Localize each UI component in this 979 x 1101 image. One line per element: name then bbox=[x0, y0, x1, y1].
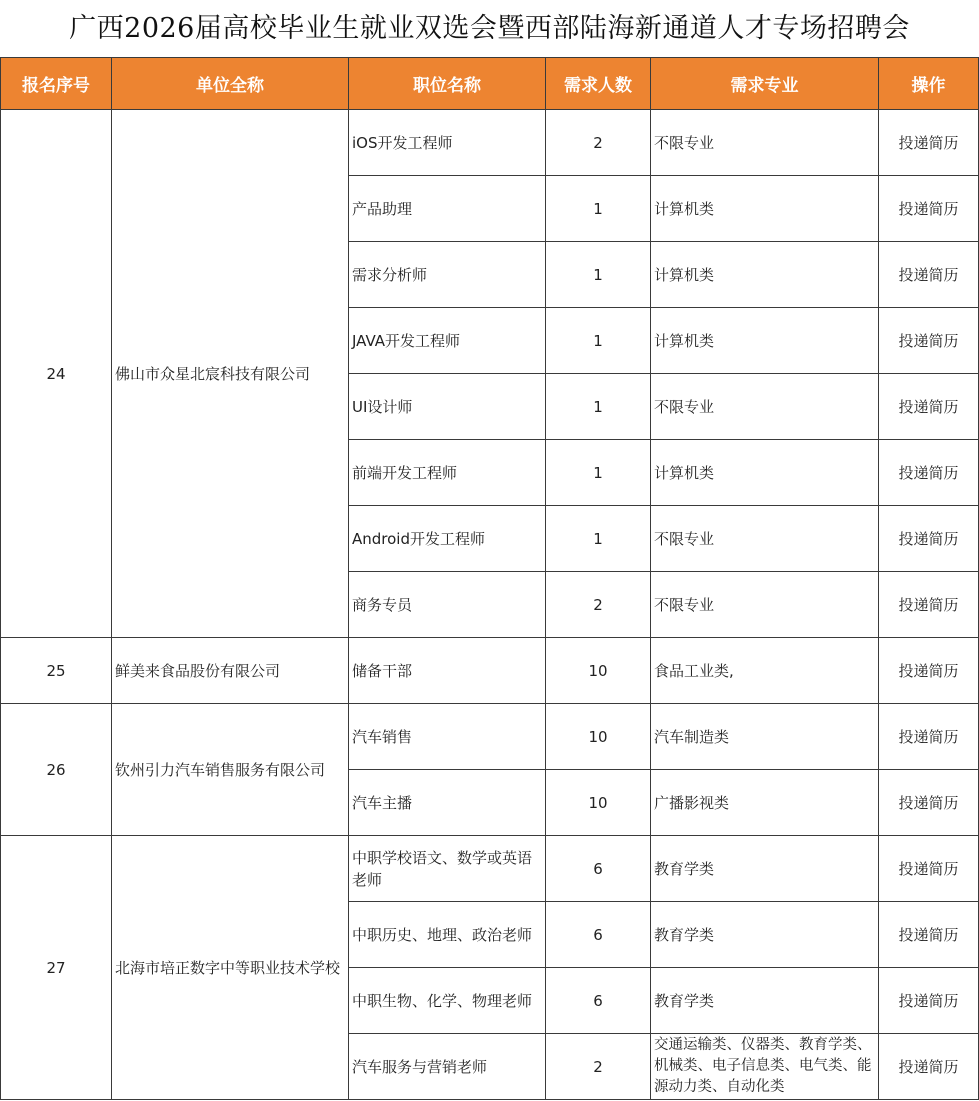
submit-resume-button[interactable]: 投递简历 bbox=[879, 308, 979, 374]
major-cell: 广播影视类 bbox=[651, 770, 879, 836]
company-cell: 佛山市众星北宸科技有限公司 bbox=[112, 110, 349, 638]
position-cell: 需求分析师 bbox=[349, 242, 546, 308]
company-cell: 北海市培正数字中等职业技术学校 bbox=[112, 836, 349, 1100]
position-cell: JAVA开发工程师 bbox=[349, 308, 546, 374]
count-cell: 10 bbox=[546, 704, 651, 770]
major-cell: 教育学类 bbox=[651, 836, 879, 902]
count-cell: 1 bbox=[546, 308, 651, 374]
major-cell: 交通运输类、仪器类、教育学类、机械类、电子信息类、电气类、能源动力类、自动化类 bbox=[651, 1034, 879, 1100]
count-cell: 1 bbox=[546, 242, 651, 308]
count-cell: 1 bbox=[546, 374, 651, 440]
table-header-row bbox=[1, 58, 979, 110]
header-action: 操作 bbox=[879, 58, 979, 110]
table-row bbox=[1, 110, 979, 176]
submit-resume-button[interactable]: 投递简历 bbox=[879, 242, 979, 308]
position-cell: 中职历史、地理、政治老师 bbox=[349, 902, 546, 968]
major-cell: 教育学类 bbox=[651, 902, 879, 968]
submit-resume-button[interactable]: 投递简历 bbox=[879, 1034, 979, 1100]
seq-cell: 26 bbox=[1, 704, 112, 836]
position-cell: 汽车销售 bbox=[349, 704, 546, 770]
position-cell: Android开发工程师 bbox=[349, 506, 546, 572]
company-cell: 钦州引力汽车销售服务有限公司 bbox=[112, 704, 349, 836]
position-cell: 中职生物、化学、物理老师 bbox=[349, 968, 546, 1034]
submit-resume-button[interactable]: 投递简历 bbox=[879, 110, 979, 176]
position-cell: UI设计师 bbox=[349, 374, 546, 440]
count-cell: 6 bbox=[546, 836, 651, 902]
seq-cell: 27 bbox=[1, 836, 112, 1100]
position-cell: 前端开发工程师 bbox=[349, 440, 546, 506]
position-cell: 储备干部 bbox=[349, 638, 546, 704]
submit-resume-button[interactable]: 投递简历 bbox=[879, 176, 979, 242]
header-position: 职位名称 bbox=[349, 58, 546, 110]
major-cell: 计算机类 bbox=[651, 242, 879, 308]
count-cell: 2 bbox=[546, 1034, 651, 1100]
header-seq: 报名序号 bbox=[1, 58, 112, 110]
major-cell: 食品工业类, bbox=[651, 638, 879, 704]
count-cell: 2 bbox=[546, 572, 651, 638]
header-count: 需求人数 bbox=[546, 58, 651, 110]
major-cell: 不限专业 bbox=[651, 374, 879, 440]
submit-resume-button[interactable]: 投递简历 bbox=[879, 440, 979, 506]
submit-resume-button[interactable]: 投递简历 bbox=[879, 374, 979, 440]
submit-resume-button[interactable]: 投递简历 bbox=[879, 638, 979, 704]
submit-resume-button[interactable]: 投递简历 bbox=[879, 836, 979, 902]
count-cell: 10 bbox=[546, 638, 651, 704]
count-cell: 10 bbox=[546, 770, 651, 836]
major-cell: 汽车制造类 bbox=[651, 704, 879, 770]
submit-resume-button[interactable]: 投递简历 bbox=[879, 770, 979, 836]
position-cell: 汽车服务与营销老师 bbox=[349, 1034, 546, 1100]
position-cell: 产品助理 bbox=[349, 176, 546, 242]
table-row bbox=[1, 704, 979, 770]
count-cell: 1 bbox=[546, 440, 651, 506]
submit-resume-button[interactable]: 投递简历 bbox=[879, 506, 979, 572]
count-cell: 6 bbox=[546, 902, 651, 968]
major-cell: 计算机类 bbox=[651, 440, 879, 506]
header-major: 需求专业 bbox=[651, 58, 879, 110]
table-row bbox=[1, 836, 979, 902]
header-company: 单位全称 bbox=[112, 58, 349, 110]
table-body bbox=[1, 110, 979, 1100]
major-cell: 计算机类 bbox=[651, 308, 879, 374]
submit-resume-button[interactable]: 投递简历 bbox=[879, 704, 979, 770]
major-cell: 教育学类 bbox=[651, 968, 879, 1034]
seq-cell: 25 bbox=[1, 638, 112, 704]
position-cell: iOS开发工程师 bbox=[349, 110, 546, 176]
count-cell: 2 bbox=[546, 110, 651, 176]
major-cell: 计算机类 bbox=[651, 176, 879, 242]
major-cell: 不限专业 bbox=[651, 110, 879, 176]
submit-resume-button[interactable]: 投递简历 bbox=[879, 902, 979, 968]
count-cell: 1 bbox=[546, 176, 651, 242]
major-cell: 不限专业 bbox=[651, 572, 879, 638]
job-table bbox=[0, 57, 979, 1100]
position-cell: 汽车主播 bbox=[349, 770, 546, 836]
submit-resume-button[interactable]: 投递简历 bbox=[879, 968, 979, 1034]
major-cell: 不限专业 bbox=[651, 506, 879, 572]
position-cell: 商务专员 bbox=[349, 572, 546, 638]
submit-resume-button[interactable]: 投递简历 bbox=[879, 572, 979, 638]
page-title: 广西2026届高校毕业生就业双选会暨西部陆海新通道人才专场招聘会 bbox=[69, 13, 910, 44]
company-cell: 鲜美来食品股份有限公司 bbox=[112, 638, 349, 704]
count-cell: 1 bbox=[546, 506, 651, 572]
count-cell: 6 bbox=[546, 968, 651, 1034]
table-row bbox=[1, 638, 979, 704]
position-cell: 中职学校语文、数学或英语老师 bbox=[349, 836, 546, 902]
seq-cell: 24 bbox=[1, 110, 112, 638]
